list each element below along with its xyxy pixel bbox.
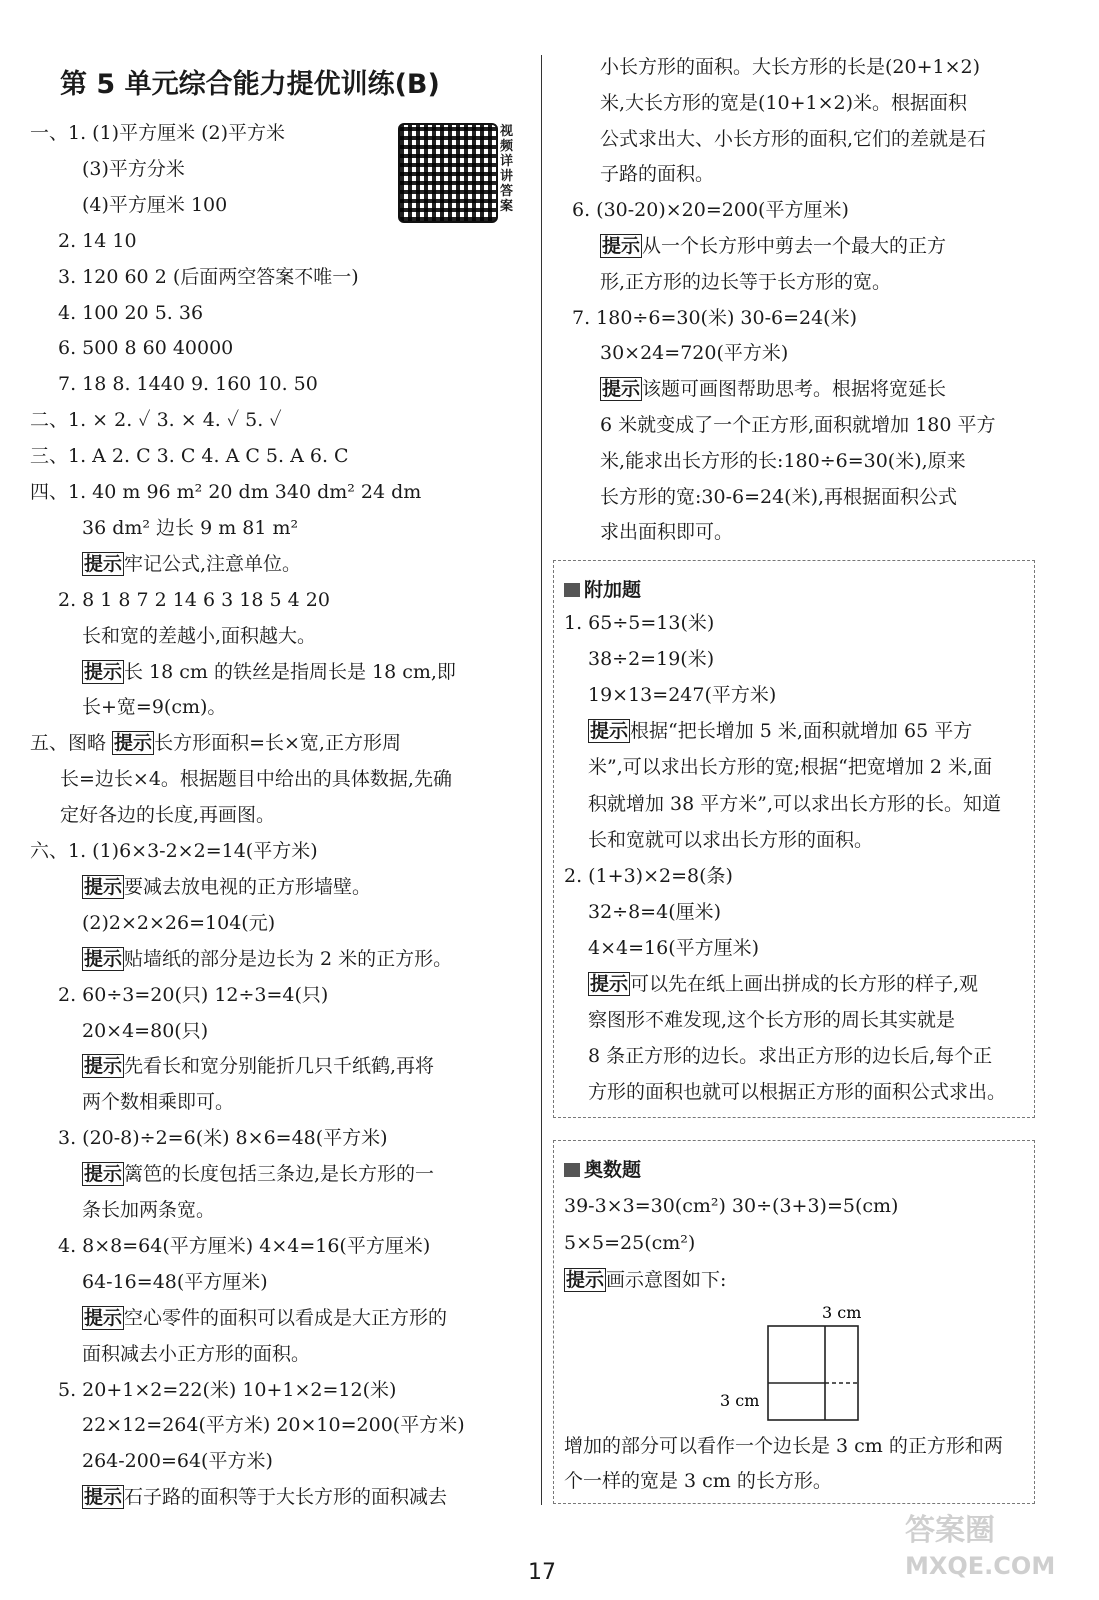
text-line: 米”,可以求出长方形的宽;根据“把宽增加 2 米,面 [588,756,993,779]
text-line: 二、1. × 2. ✓ 3. × 4. ✓ 5. ✓ [30,409,282,432]
hint-label: 提示 [602,235,641,257]
text-line: 38÷2=19(米) [588,648,715,671]
book-icon [564,583,580,597]
text-line: 提示 先看长和宽分别能折几只千纸鹤,再将 [84,1055,435,1078]
text-line: 7. 18 8. 1440 9. 160 10. 50 [58,373,318,396]
watermark-url: MXQE.COM [905,1552,1056,1580]
text-line: 2. 60÷3=20(只) 12÷3=4(只) [58,983,329,1006]
text-line: 长+宽=9(cm)。 [82,696,227,719]
watermark-logo: 答案圈 [905,1513,995,1548]
text-line: 39-3×3=30(cm²) 30÷(3+3)=5(cm) [564,1195,899,1217]
text-line: 定好各边的长度,再画图。 [60,804,276,827]
hint-label: 提示 [84,1486,123,1509]
text-line: 6. 500 8 60 40000 [58,337,234,360]
text-line: 四、1. 40 m 96 m² 20 dm 340 dm² 24 dm [30,481,422,503]
square-diagram [720,1300,880,1430]
text-line: 4. 8×8=64(平方厘米) 4×4=16(平方厘米) [58,1234,431,1257]
text-line: 7. 180÷6=30(米) 30-6=24(米) [572,306,858,329]
text-line: 提示 画示意图如下: [566,1269,727,1291]
text-line: 增加的部分可以看作一个边长是 3 cm 的正方形和两 [564,1435,1003,1457]
diagram-left-label: 3 cm [720,1391,760,1410]
text-line: 形,正方形的边长等于长方形的宽。 [600,270,892,293]
text-line: 公式求出大、小长方形的面积,它们的差就是石 [600,127,987,150]
diagram-top-label: 3 cm [822,1303,862,1322]
hint-label: 提示 [84,1163,123,1186]
hint-label: 提示 [84,1055,123,1078]
text-line: 8 条正方形的边长。求出正方形的边长后,每个正 [588,1045,993,1068]
text-line: 2. 14 10 [58,229,137,252]
extra-problems-heading: 附加题 [564,575,641,602]
text-line: 米,能求出长方形的长:180÷6=30(米),原来 [600,449,966,472]
text-line: 5. 20+1×2=22(米) 10+1×2=12(米) [58,1378,397,1401]
book-icon [564,1163,580,1177]
hint-label: 提示 [84,660,123,683]
text-line: 1. 65÷5=13(米) [564,612,715,634]
text-line: 19×13=247(平方米) [588,684,777,707]
text-line: 264-200=64(平方米) [82,1450,273,1473]
text-line: 提示 该题可画图帮助思考。根据将宽延长 [602,378,947,401]
text-line: 面积减去小正方形的面积。 [82,1342,311,1365]
text-line: (4)平方厘米 100 [82,193,228,216]
text-line: 提示 空心零件的面积可以看成是大正方形的 [84,1306,448,1329]
text-line: 积就增加 38 平方米”,可以求出长方形的长。知道 [588,792,1002,815]
text-line: 一、1. (1)平方厘米 (2)平方米 [30,122,286,144]
text-line: 4×4=16(平方厘米) [588,936,760,959]
text-line: 两个数相乘即可。 [82,1091,235,1114]
text-line: 五、图略 提示 长方形面积=长×宽,正方形周 [30,732,401,755]
text-line: 长=边长×4。根据题目中给出的具体数据,先确 [60,768,452,791]
hint-label: 提示 [602,378,641,401]
qr-code[interactable] [398,123,498,223]
text-line: 察图形不难发现,这个长方形的周长其实就是 [588,1009,956,1032]
text-line: 条长加两条宽。 [82,1199,216,1221]
text-line: 提示 根据“把长增加 5 米,面积就增加 65 平方 [590,720,973,743]
text-line: 长和宽就可以求出长方形的面积。 [588,828,874,851]
text-line: 提示 要减去放电视的正方形墙壁。 [84,875,372,898]
text-line: 提示 长 18 cm 的铁丝是指周长是 18 cm,即 [84,660,456,683]
text-line: (3)平方分米 [82,157,185,180]
text-line: 长方形的宽:30-6=24(米),再根据面积公式 [600,485,958,508]
text-line: 米,大长方形的宽是(10+1×2)米。根据面积 [600,91,968,114]
text-line: 小长方形的面积。大长方形的长是(20+1×2) [600,56,981,78]
text-line: 长和宽的差越小,面积越大。 [82,624,317,647]
text-line: 2. 8 1 8 7 2 14 6 3 18 5 4 20 [58,588,330,611]
qr-caption: 视频详讲答案 [500,124,514,214]
text-line: 64-16=48(平方厘米) [82,1270,268,1293]
text-line: 六、1. (1)6×3-2×2=14(平方米) [30,840,318,862]
text-line: 提示 贴墙纸的部分是边长为 2 米的正方形。 [84,947,453,970]
diagram-outer-rect [768,1326,858,1420]
column-divider [541,55,542,1505]
hint-label: 提示 [84,552,123,575]
text-line: 3. 120 60 2 (后面两空答案不唯一) [58,265,359,288]
text-line: 提示 篱笆的长度包括三条边,是长方形的一 [84,1163,435,1186]
page-number: 17 [528,1560,556,1585]
hint-label: 提示 [590,720,629,743]
hint-label: 提示 [84,1306,123,1329]
text-line: 32÷8=4(厘米) [588,900,722,923]
text-line: 提示 牢记公式,注意单位。 [84,552,302,575]
hint-label: 提示 [566,1269,605,1291]
text-line: 2. (1+3)×2=8(条) [564,864,733,887]
text-line: 子路的面积。 [600,163,715,186]
text-line: 36 dm² 边长 9 m 81 m² [82,516,299,539]
hint-label: 提示 [84,947,123,970]
text-line: (2)2×2×26=104(元) [82,911,276,934]
text-line: 三、1. A 2. C 3. C 4. A C 5. A 6. C [30,445,349,468]
text-line: 20×4=80(只) [82,1019,209,1042]
text-line: 提示 从一个长方形中剪去一个最大的正方 [602,235,947,257]
hint-label: 提示 [590,973,629,995]
text-line: 4. 100 20 5. 36 [58,301,204,324]
text-line: 提示 石子路的面积等于大长方形的面积减去 [84,1486,448,1509]
text-line: 22×12=264(平方米) 20×10=200(平方米) [82,1414,465,1437]
page-title: 第 5 单元综合能力提优训练(B) [60,69,440,100]
hint-label: 提示 [114,732,153,755]
text-line: 求出面积即可。 [600,521,734,544]
olympiad-heading: 奥数题 [564,1155,641,1182]
text-line: 5×5=25(cm²) [564,1232,696,1254]
text-line: 30×24=720(平方米) [600,342,789,365]
text-line: 6. (30-20)×20=200(平方厘米) [572,199,849,222]
hint-label: 提示 [84,875,123,898]
text-line: 方形的面积也就可以根据正方形的面积公式求出。 [588,1081,1007,1104]
text-line: 6 米就变成了一个正方形,面积就增加 180 平方 [600,414,996,436]
text-line: 3. (20-8)÷2=6(米) 8×6=48(平方米) [58,1127,388,1150]
text-line: 提示 可以先在纸上画出拼成的长方形的样子,观 [590,973,979,995]
text-line: 个一样的宽是 3 cm 的长方形。 [564,1470,832,1492]
